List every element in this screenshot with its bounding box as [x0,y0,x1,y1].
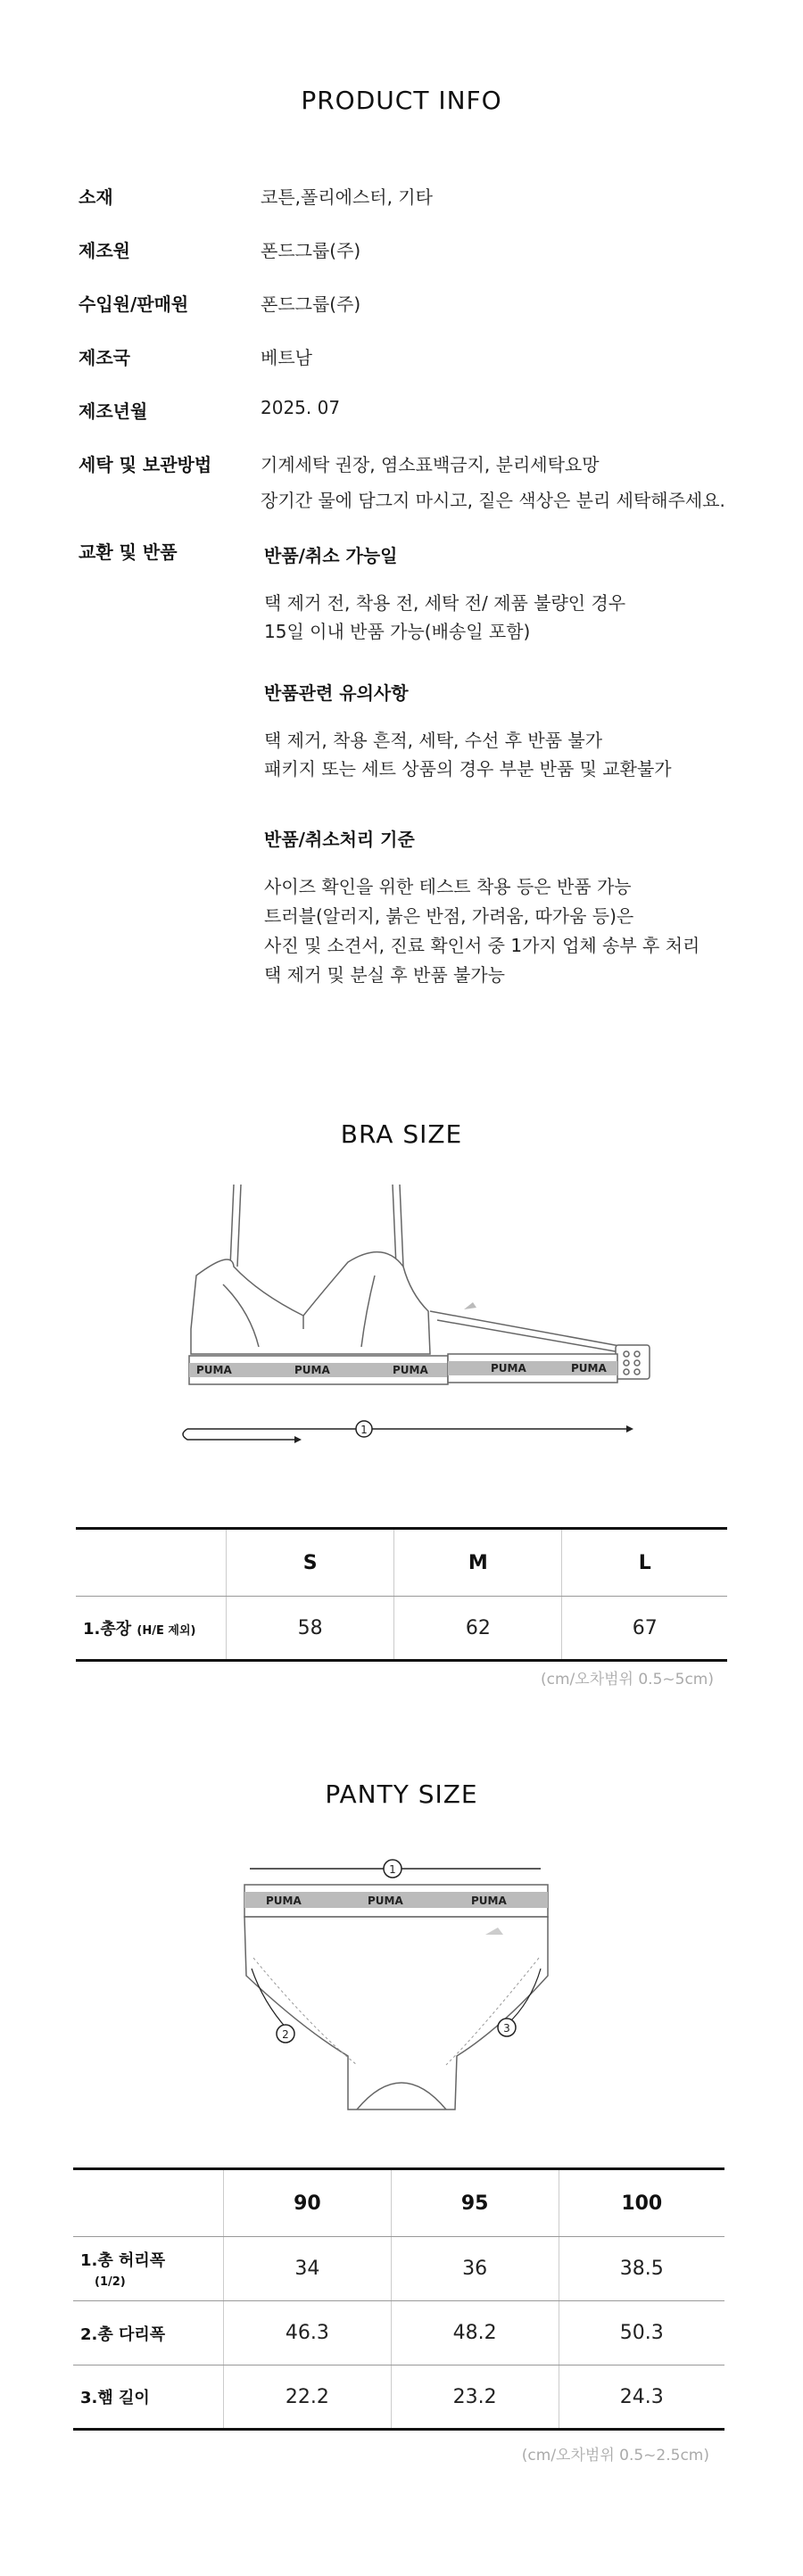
row-label-sub: (H/E 제외) [137,1624,196,1638]
panty-band-logo: PUMA [471,1895,507,1907]
size-header: L [562,1529,727,1597]
size-header: M [394,1529,562,1597]
panty-size-table [73,2167,724,2431]
panty-size-title: PANTY SIZE [325,1779,478,1809]
size-header: 100 [559,2169,724,2237]
manufacture-date-value: 2025. 07 [261,397,341,418]
material-label: 소재 [79,186,113,208]
return-period-heading: 반품/취소 가능일 [264,545,398,566]
material-value: 코튼,폴리에스터, 기타 [261,186,433,208]
row-label [73,2237,224,2301]
bra-size-note: (cm/오차범위 0.5~5cm) [541,1671,714,1688]
return-notice-heading: 반품관련 유의사항 [264,682,409,704]
bra-size-title: BRA SIZE [340,1119,463,1149]
care-value-2: 장기간 물에 담그지 마시고, 짙은 색상은 분리 세탁해주세요. [261,490,725,511]
table-cell: 58 [227,1597,394,1661]
row-label-sub: (1/2) [95,2275,126,2289]
product-info-title: PRODUCT INFO [301,86,502,115]
panty-size-note: (cm/오차범위 0.5~2.5cm) [521,2447,709,2465]
return-criteria-line: 사이즈 확인을 위한 테스트 착용 등은 반품 가능 [264,876,632,897]
table-cell: 34 [224,2237,392,2301]
care-value: 기계세탁 권장, 염소표백금지, 분리세탁요망 [261,454,600,475]
row-label-text: 1.총 허리폭 [80,2251,166,2270]
bra-band-logo: PUMA [393,1364,428,1376]
measure-marker-1: 1 [360,1424,368,1436]
bra-size-table [76,1527,727,1662]
size-header: S [227,1529,394,1597]
return-notice-line: 패키지 또는 세트 상품의 경우 부분 반품 및 교환불가 [264,758,672,780]
table-corner-cell [73,2169,224,2237]
bra-band-logo: PUMA [571,1362,607,1375]
table-cell: 36 [391,2237,559,2301]
puma-cat-icon [464,1302,476,1309]
table-cell: 62 [394,1597,562,1661]
panty-band-logo: PUMA [266,1895,302,1907]
importer-label: 수입원/판매원 [79,293,189,315]
size-header: 90 [224,2169,392,2237]
panty-band-logo: PUMA [368,1895,403,1907]
table-cell: 22.2 [224,2365,392,2430]
return-criteria-line: 사진 및 소견서, 진료 확인서 중 1가지 업체 송부 후 처리 [264,935,700,956]
row-label: 3.햄 길이 [73,2365,224,2430]
measure-marker-1: 1 [389,1863,396,1876]
bra-band-logo: PUMA [196,1364,232,1376]
table-cell: 23.2 [391,2365,559,2430]
table-cell: 50.3 [559,2301,724,2365]
table-cell: 38.5 [559,2237,724,2301]
measure-marker-3: 3 [503,2022,510,2035]
size-header: 95 [391,2169,559,2237]
care-label: 세탁 및 보관방법 [79,454,212,475]
return-criteria-line: 택 제거 및 분실 후 반품 불가능 [264,964,505,986]
bra-illustration [170,1177,669,1463]
row-label-text: 1.총장 [83,1620,132,1639]
table-corner-cell [76,1529,227,1597]
return-criteria-line: 트러블(알러지, 붉은 반점, 가려움, 따가움 등)은 [264,905,634,927]
bra-band-logo: PUMA [491,1362,526,1375]
measure-marker-2: 2 [282,2028,289,2041]
bra-band-logo: PUMA [294,1364,330,1376]
exchange-label: 교환 및 반품 [79,541,178,563]
table-cell: 46.3 [224,2301,392,2365]
panty-illustration [223,1851,580,2118]
manufacturer-label: 제조원 [79,240,130,261]
row-label [76,1597,227,1661]
manufacturer-value: 폰드그룹(주) [261,240,361,261]
table-cell: 24.3 [559,2365,724,2430]
country-label: 제조국 [79,347,130,368]
return-period-line: 15일 이내 반품 가능(배송일 포함) [264,621,531,642]
return-criteria-heading: 반품/취소처리 기준 [264,829,415,850]
table-cell: 48.2 [391,2301,559,2365]
manufacture-date-label: 제조년월 [79,400,148,422]
return-period-line: 택 제거 전, 착용 전, 세탁 전/ 제품 불량인 경우 [264,592,626,614]
importer-value: 폰드그룹(주) [261,293,361,315]
row-label: 2.총 다리폭 [73,2301,224,2365]
country-value: 베트남 [261,347,312,368]
return-notice-line: 택 제거, 착용 흔적, 세탁, 수선 후 반품 불가 [264,730,603,751]
table-cell: 67 [562,1597,727,1661]
